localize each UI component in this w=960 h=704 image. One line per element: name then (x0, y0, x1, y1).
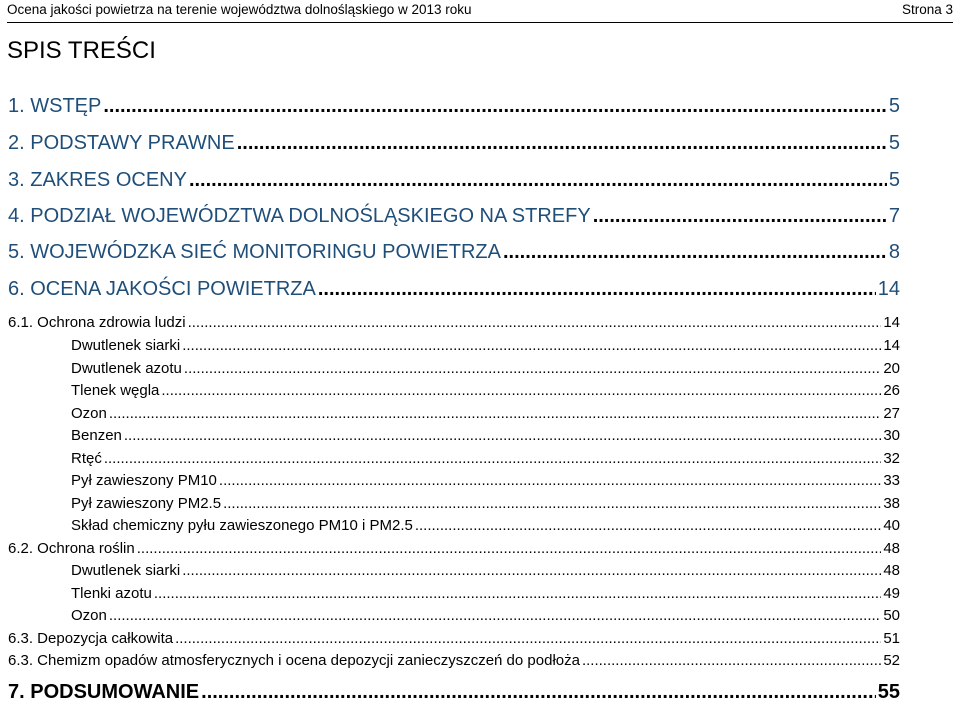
toc-leader-dots (182, 337, 881, 354)
toc-leader-dots (503, 241, 887, 264)
toc-leader-dots (104, 450, 881, 467)
toc-leader-dots (109, 607, 881, 624)
toc-entry-page: 49 (883, 585, 900, 602)
toc-entry-page: 8 (888, 241, 900, 263)
toc-entry-page: 14 (883, 337, 900, 354)
toc-leader-dots (415, 517, 881, 534)
toc-entry[interactable] (8, 630, 900, 647)
toc-leader-dots (201, 681, 876, 704)
toc-entry-page: 38 (883, 495, 900, 512)
toc-leader-dots (175, 630, 881, 647)
toc-entry-page: 7 (888, 205, 900, 227)
toc-leader-dots (182, 562, 881, 579)
toc-entry-label: 6. OCENA JAKOŚCI POWIETRZA (8, 278, 316, 300)
toc-entry-label: Ozon (71, 607, 107, 624)
toc-entry[interactable] (8, 652, 900, 669)
toc-entry-label: 2. PODSTAWY PRAWNE (8, 132, 235, 154)
toc-entry-label: 5. WOJEWÓDZKA SIEĆ MONITORINGU POWIETRZA (8, 241, 501, 263)
toc-leader-dots (223, 495, 881, 512)
toc-leader-dots (188, 314, 882, 331)
toc-entry-page: 50 (883, 607, 900, 624)
toc-leader-dots (318, 278, 876, 301)
toc-entry-label: Pył zawieszony PM2.5 (71, 495, 222, 512)
toc-entry[interactable] (71, 450, 900, 467)
toc-entry[interactable] (71, 405, 900, 422)
toc-entry[interactable] (8, 205, 900, 228)
toc-entry-label: 1. WSTĘP (8, 95, 102, 117)
toc-entry[interactable] (8, 169, 900, 192)
toc-entry-page: 20 (883, 360, 900, 377)
toc-entry-label: 6.2. Ochrona roślin (8, 540, 135, 557)
toc-entry-page: 5 (888, 132, 900, 154)
toc-leader-dots (161, 382, 881, 399)
toc-leader-dots (593, 205, 887, 228)
toc-entry-label: 6.3. Depozycja całkowita (8, 630, 174, 647)
toc-entry-label: 6.1. Ochrona zdrowia ludzi (8, 314, 186, 331)
toc-entry[interactable] (71, 472, 900, 489)
toc-entry-label: Benzen (71, 427, 122, 444)
toc-title: SPIS TREŚCI (7, 37, 156, 64)
toc-entry-page: 26 (883, 382, 900, 399)
toc-entry-page: 5 (888, 169, 900, 191)
toc-entry-label: Dwutlenek siarki (71, 562, 181, 579)
toc-entry-label: Tlenek węgla (71, 382, 160, 399)
toc-entry-label: 3. ZAKRES OCENY (8, 169, 187, 191)
toc-entry-label: Dwutlenek azotu (71, 360, 182, 377)
toc-entry-page: 52 (883, 652, 900, 669)
toc-leader-dots (109, 405, 881, 422)
toc-entry[interactable] (71, 360, 900, 377)
toc-entry-page: 32 (883, 450, 900, 467)
toc-entry[interactable] (71, 517, 900, 534)
toc-entry-page: 55 (877, 681, 900, 703)
toc-entry-page: 5 (888, 95, 900, 117)
toc-entry-page: 51 (883, 630, 900, 647)
toc-entry-label: Skład chemiczny pyłu zawieszonego PM10 i PM2.5 (71, 517, 413, 534)
toc-entry[interactable] (71, 495, 900, 512)
toc-entry-page: 33 (883, 472, 900, 489)
toc-leader-dots (124, 427, 881, 444)
toc-entry-label: Rtęć (71, 450, 102, 467)
toc-entry[interactable] (71, 607, 900, 624)
toc-entry-label: 4. PODZIAŁ WOJEWÓDZTWA DOLNOŚLĄSKIEGO NA STREFY (8, 205, 591, 227)
toc-leader-dots (219, 472, 881, 489)
toc-entry-label: Ozon (71, 405, 107, 422)
toc-entry[interactable] (8, 540, 900, 557)
toc-entry-page: 48 (883, 540, 900, 557)
toc-entry[interactable] (8, 681, 900, 704)
toc-entry[interactable] (71, 585, 900, 602)
toc-leader-dots (184, 360, 881, 377)
toc-entry[interactable] (8, 95, 900, 118)
toc-entry-label: Pył zawieszony PM10 (71, 472, 217, 489)
toc-entry[interactable] (8, 132, 900, 155)
toc-leader-dots (189, 169, 887, 192)
toc-entry[interactable] (71, 382, 900, 399)
toc-entry-page: 14 (877, 278, 900, 300)
toc-entry-label: Dwutlenek siarki (71, 337, 181, 354)
toc-entry-label: 7. PODSUMOWANIE (8, 681, 200, 703)
toc-entry-page: 30 (883, 427, 900, 444)
toc-entry[interactable] (71, 337, 900, 354)
toc-entry-page: 14 (883, 314, 900, 331)
toc-entry[interactable] (71, 427, 900, 444)
toc-entry-page: 27 (883, 405, 900, 422)
toc-leader-dots (103, 95, 887, 118)
toc-leader-dots (137, 540, 882, 557)
toc-leader-dots (237, 132, 887, 155)
toc-entry-page: 48 (883, 562, 900, 579)
toc-leader-dots (582, 652, 881, 669)
page-number: Strona 3 (901, 2, 953, 17)
document-title: Ocena jakości powietrza na terenie województwa dolnośląskiego w 2013 roku (7, 2, 472, 17)
toc-entry[interactable] (8, 241, 900, 264)
toc-entry-label: 6.3. Chemizm opadów atmosferycznych i ocena depozycji zanieczyszczeń do podłoża (8, 652, 580, 669)
toc-entry[interactable] (71, 562, 900, 579)
toc-entry-page: 40 (883, 517, 900, 534)
toc-leader-dots (154, 585, 881, 602)
toc-entry-label: Tlenki azotu (71, 585, 152, 602)
toc-entry[interactable] (8, 314, 900, 331)
toc-entry[interactable] (8, 278, 900, 301)
